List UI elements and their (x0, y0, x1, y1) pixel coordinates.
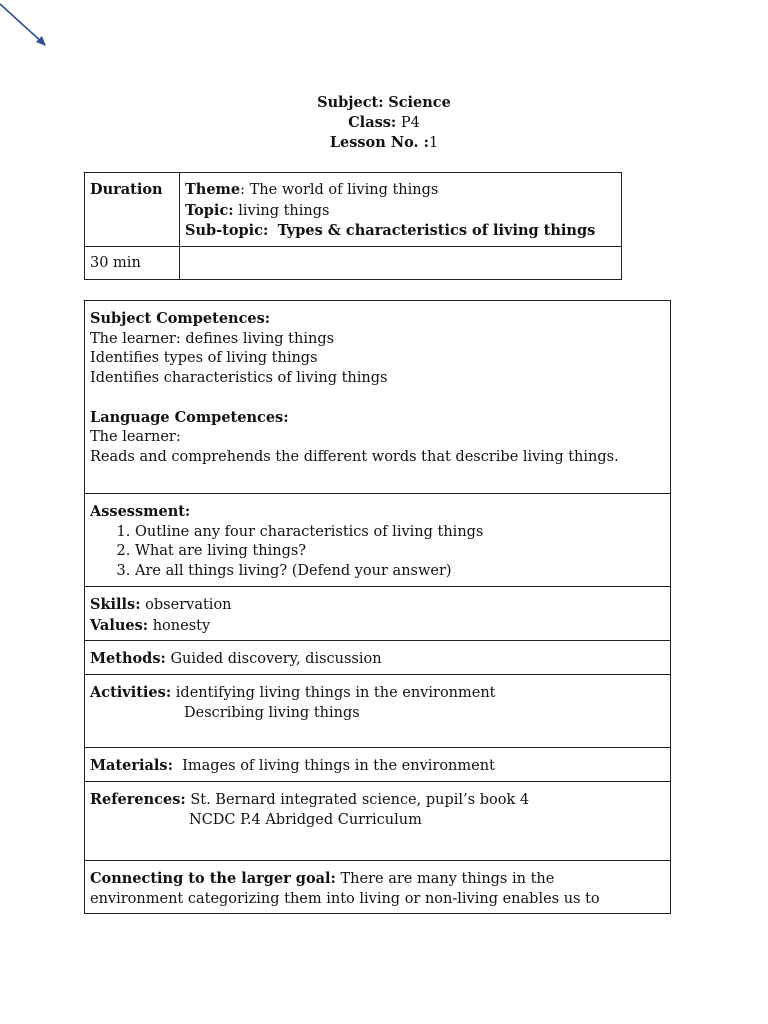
list-item: 2. What are living things? (135, 542, 665, 562)
goal-cell: Connecting to the larger goal: There are many things in the environment categorizing them into living or non-living enables us to (85, 861, 671, 914)
duration-value-cell: 30 min (85, 247, 180, 280)
overview-table (84, 172, 622, 280)
lesson-line: Lesson No. :1 (329, 134, 439, 151)
assessment-list (90, 523, 665, 582)
subject-line: Subject: Science (317, 94, 451, 111)
class-line: Class: P4 (348, 114, 420, 131)
assessment-cell: Assessment: 1. Outline any four characteristics of living things 2. What are living things? 3. Are all things living? (Defend your answer) (85, 494, 671, 587)
competences-cell: Subject Competences: The learner: defines living things Identifies types of living things Identifies characteristics of living things Language Competences: The learner: Reads and comprehends the different words that describe living things. (85, 301, 671, 494)
materials-cell: Materials: Images of living things in the environment (85, 748, 671, 782)
arrow-shape (0, 0, 50, 50)
activities-cell: Activities: identifying living things in the environment Describing living things (85, 675, 671, 748)
references-cell: References: St. Bernard integrated science, pupil’s book 4 NCDC P.4 Abridged Curriculum (85, 782, 671, 861)
methods-cell: Methods: Guided discovery, discussion (85, 641, 671, 675)
duration-header-cell: Duration (85, 173, 180, 247)
theme-cell: Theme: The world of living things Topic: living things Sub-topic: Types & characteristics of living things (180, 173, 622, 247)
empty-cell (180, 247, 622, 280)
lesson-header (0, 93, 768, 153)
skills-values-cell: Skills: observation Values: honesty (85, 587, 671, 641)
lesson-details-table (84, 300, 671, 914)
list-item: 1. Outline any four characteristics of living things (135, 523, 665, 543)
list-item: 3. Are all things living? (Defend your answer) (135, 562, 665, 582)
